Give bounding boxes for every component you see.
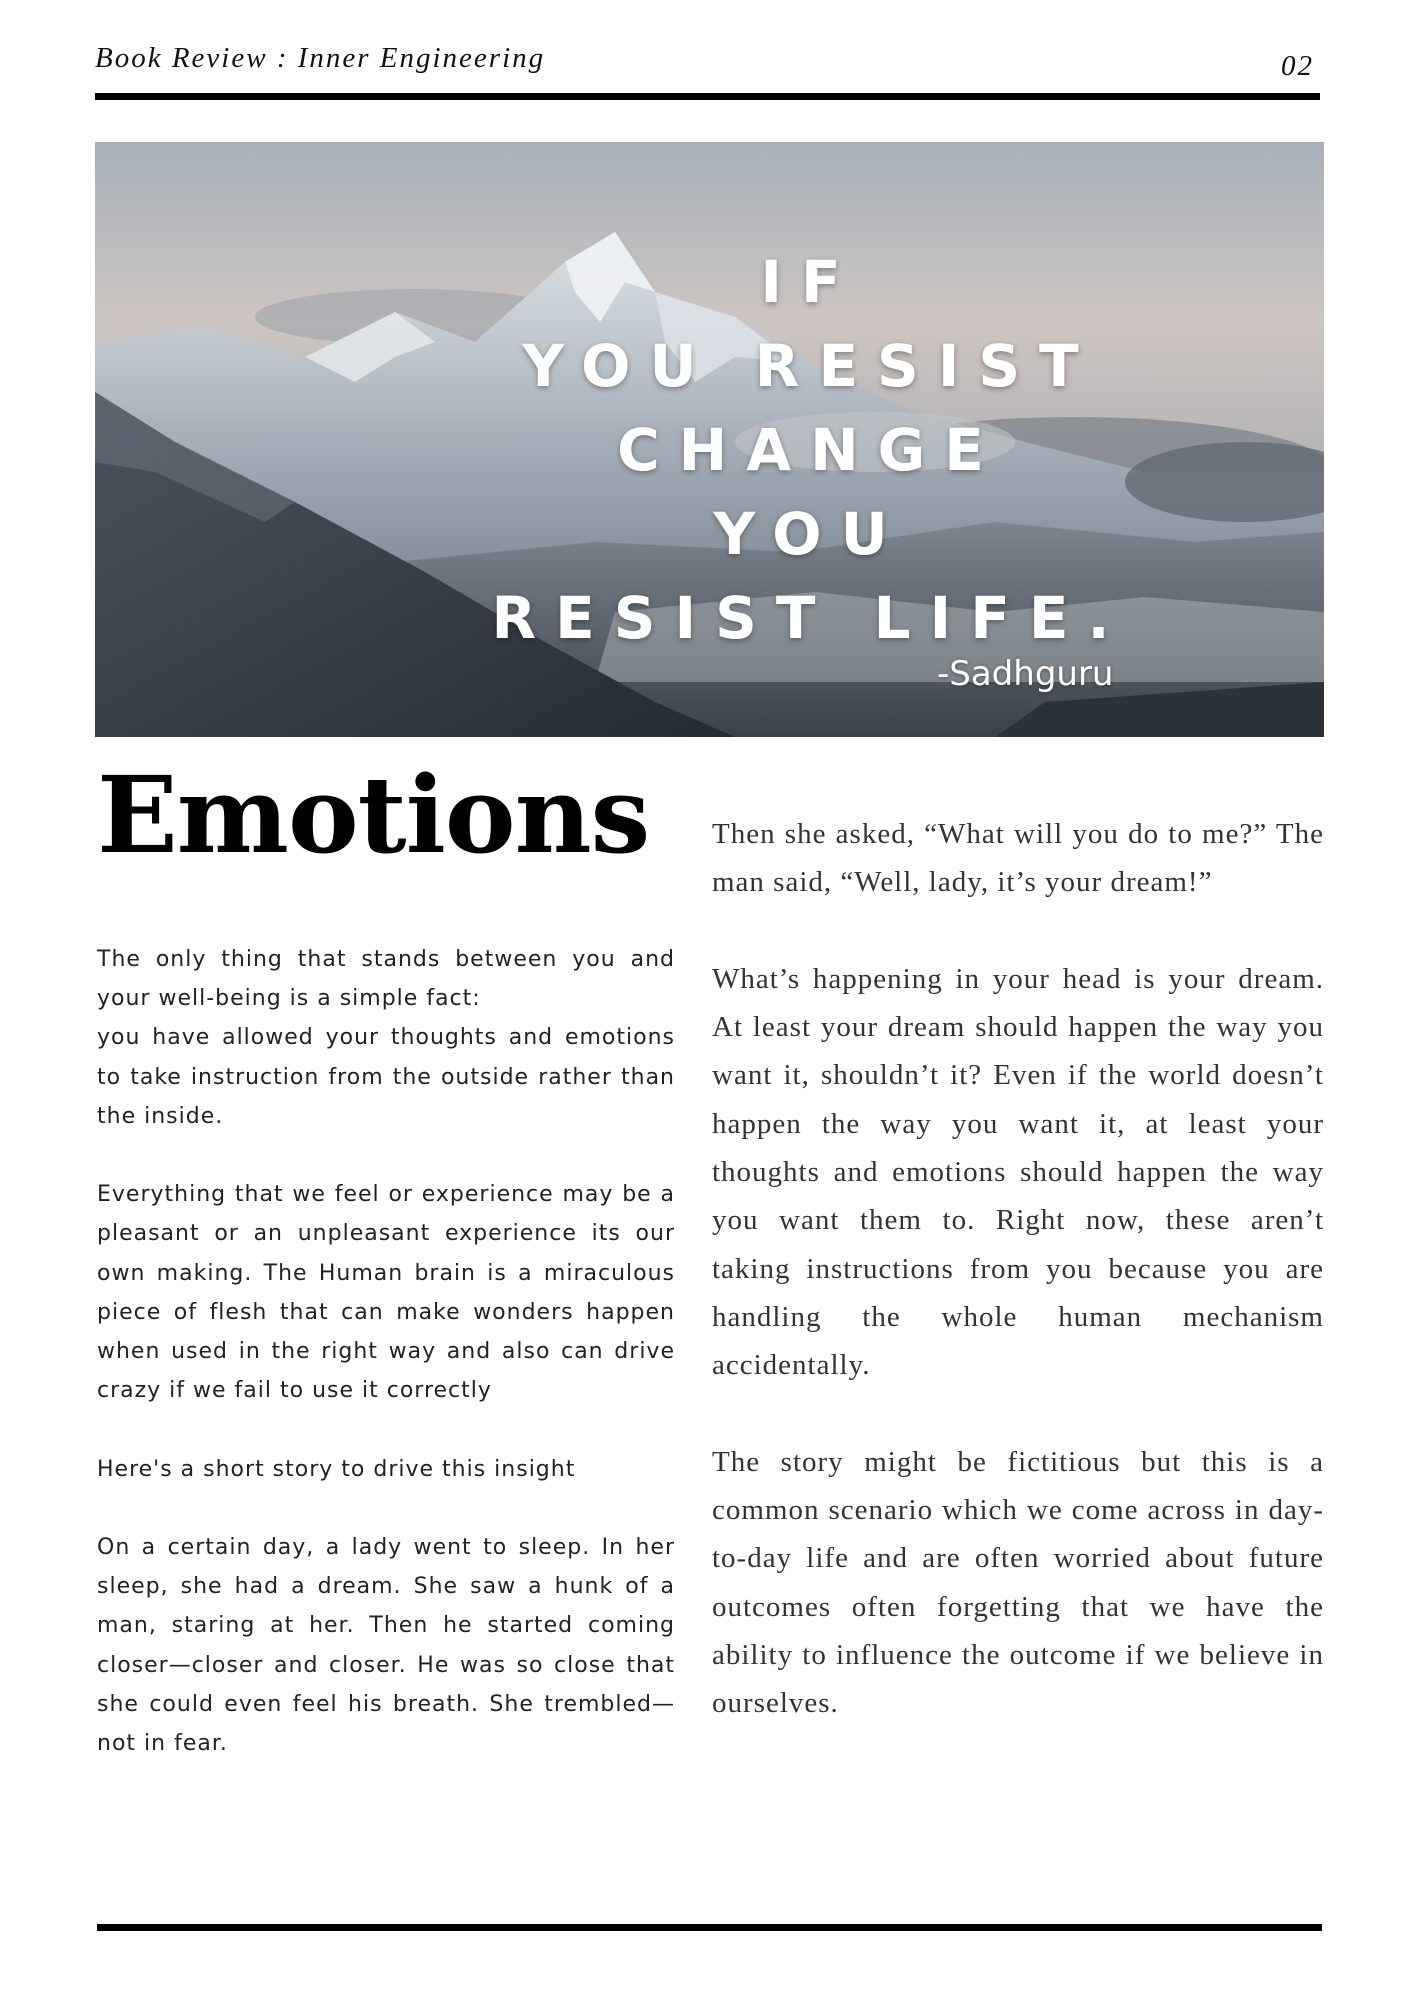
quote-author: -Sadhguru — [937, 654, 1114, 694]
bottom-divider — [97, 1924, 1322, 1931]
paragraph: The story might be fictitious but this is a common scenario which we come across in day-to-day life and are often worried about future outcomes often forgetting that we have the ability to influence the outcome if we believe in ourselves. — [712, 1445, 1324, 1720]
paragraph: What’s happening in your head is your dream. At least your dream should happen the way you want it, shouldn’t it? Even if the world doesn’t happen the way you want it, at least your thoughts and emotions should happen the way you want them to. Right now, these aren’t taking instructions from you because you are handling the whole human mechanism accidentally. — [712, 962, 1324, 1382]
quote-line: IF — [760, 248, 860, 316]
header-title: Book Review : Inner Engineering — [95, 42, 546, 74]
hero-quote — [345, 240, 1275, 660]
quote-line: YOU — [713, 500, 907, 568]
quote-line: CHANGE — [617, 416, 1003, 484]
paragraph: The only thing that stands between you and your well-being is a simple fact: — [97, 947, 675, 1012]
article-heading: Emotions — [97, 752, 650, 877]
paragraph: Here's a short story to drive this insight — [97, 1456, 576, 1482]
right-column — [712, 810, 1324, 1728]
paragraph: you have allowed your thoughts and emotions to take instruction from the outside rather than the inside. — [97, 1025, 675, 1129]
quote-line: YOU RESIST — [522, 332, 1098, 400]
quote-line: RESIST LIFE. — [491, 584, 1129, 652]
paragraph: Then she asked, “What will you do to me?” The man said, “Well, lady, it’s your dream!” — [712, 818, 1324, 899]
paragraph: Everything that we feel or experience may be a pleasant or an unpleasant experience its our own making. The Human brain is a miraculous piece of flesh that can make wonders happen when used in the right way and also can drive crazy if we fail to use it correctly — [97, 1182, 675, 1404]
page-number: 02 — [1281, 50, 1314, 82]
top-divider — [95, 93, 1320, 100]
left-column — [97, 940, 675, 1763]
hero-image — [95, 142, 1324, 737]
paragraph: On a certain day, a lady went to sleep. In her sleep, she had a dream. She saw a hunk of a man, staring at her. Then he started coming closer—closer and closer. He was so close that she could even feel his breath. She trembled—not in fear. — [97, 1535, 675, 1757]
